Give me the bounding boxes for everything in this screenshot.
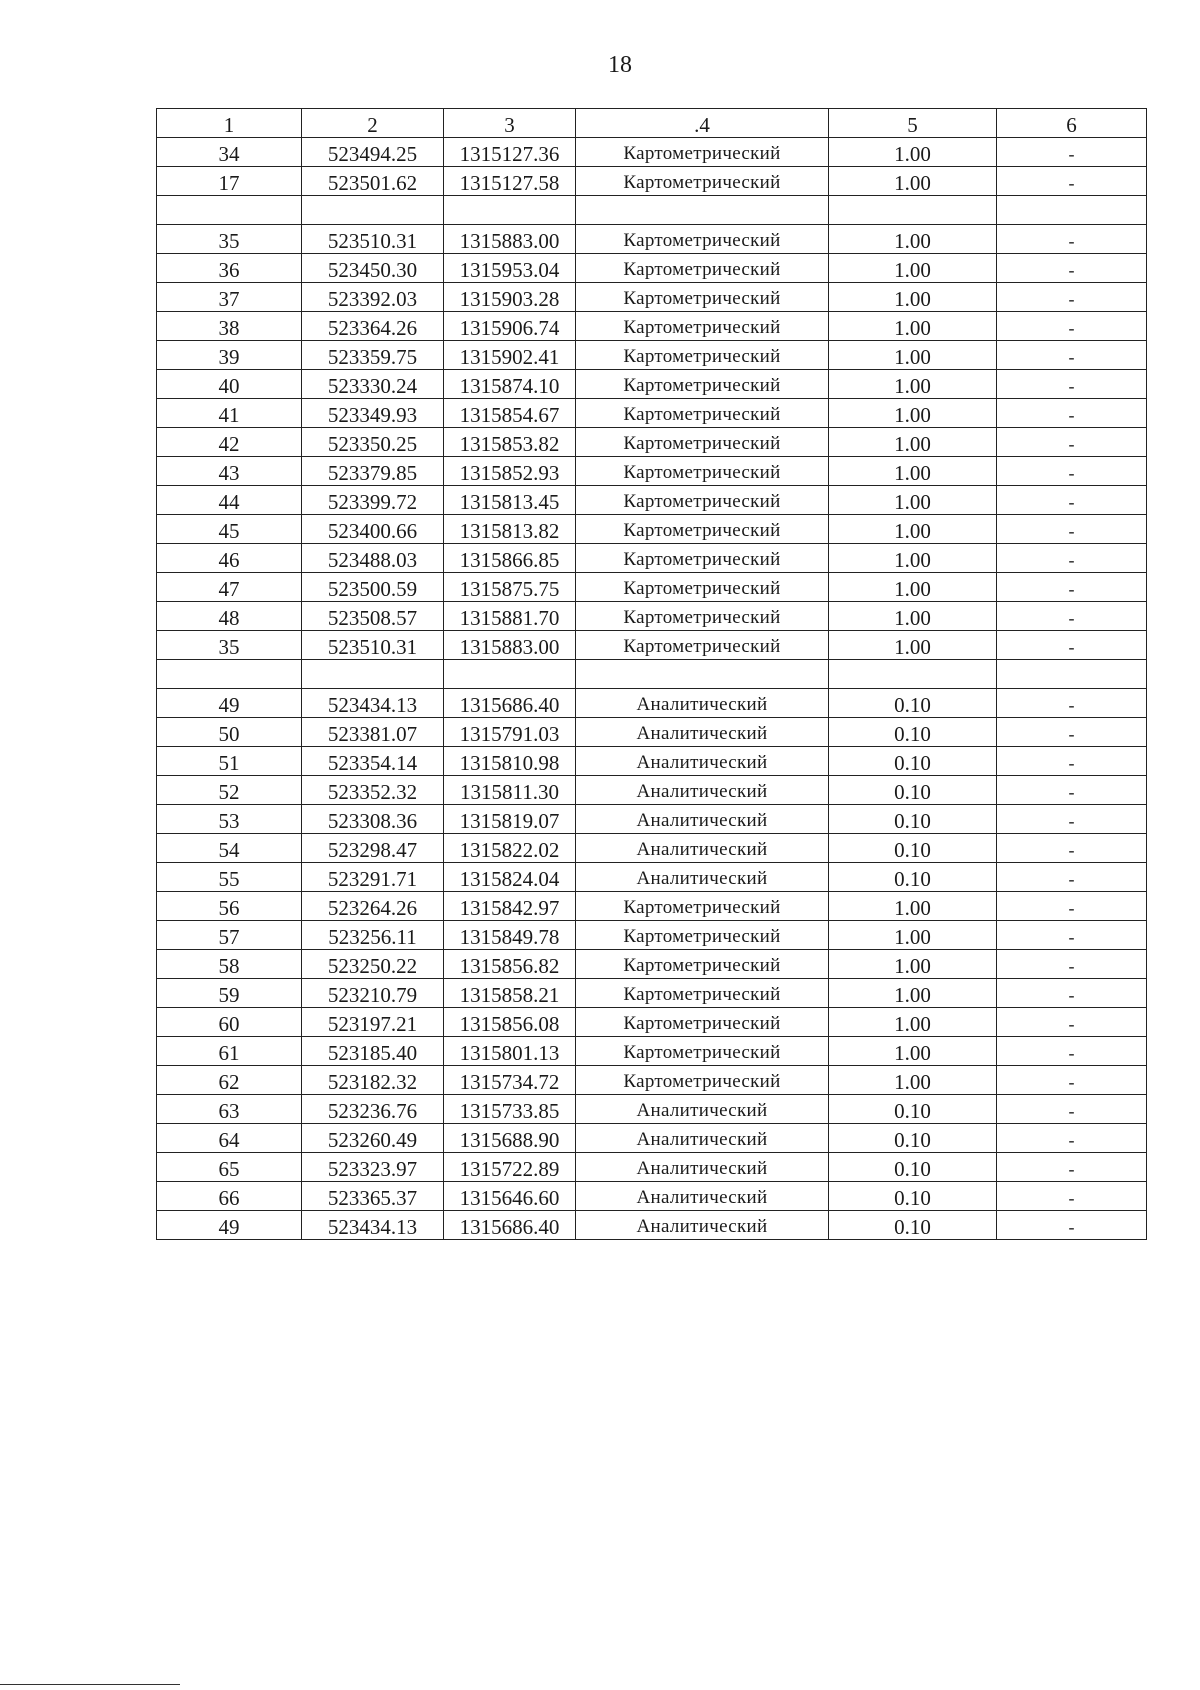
method-cell: Картометрический [576,892,829,921]
point-number-cell: 38 [157,312,302,341]
table-row [157,544,1147,573]
table-row [157,1182,1147,1211]
x-coordinate-cell: 523250.22 [302,950,444,979]
point-number-cell: 51 [157,747,302,776]
accuracy-cell: 0.10 [829,1095,997,1124]
y-coordinate-cell: 1315881.70 [444,602,576,631]
accuracy-cell: 1.00 [829,341,997,370]
point-number-cell [157,660,302,689]
note-cell: - [997,805,1147,834]
x-coordinate-cell: 523298.47 [302,834,444,863]
table-row [157,138,1147,167]
note-cell: - [997,1037,1147,1066]
note-cell: - [997,457,1147,486]
point-number-cell: 53 [157,805,302,834]
table-row [157,225,1147,254]
x-coordinate-cell: 523349.93 [302,399,444,428]
x-coordinate-cell: 523185.40 [302,1037,444,1066]
x-coordinate-cell: 523488.03 [302,544,444,573]
method-cell: Картометрический [576,341,829,370]
point-number-cell [157,196,302,225]
x-coordinate-cell: 523197.21 [302,1008,444,1037]
accuracy-cell: 0.10 [829,689,997,718]
note-cell: - [997,573,1147,602]
table-row [157,1153,1147,1182]
x-coordinate-cell: 523364.26 [302,312,444,341]
method-cell [576,196,829,225]
y-coordinate-cell: 1315822.02 [444,834,576,863]
y-coordinate-cell: 1315903.28 [444,283,576,312]
table-row [157,1008,1147,1037]
table-row [157,776,1147,805]
method-cell: Картометрический [576,167,829,196]
accuracy-cell: 0.10 [829,1124,997,1153]
point-number-cell: 49 [157,1211,302,1240]
table-row [157,1066,1147,1095]
method-cell: Картометрический [576,631,829,660]
y-coordinate-cell: 1315856.08 [444,1008,576,1037]
note-cell: - [997,834,1147,863]
table-row [157,515,1147,544]
method-cell: Картометрический [576,950,829,979]
table-row [157,254,1147,283]
column-header: 3 [444,109,576,138]
note-cell: - [997,138,1147,167]
note-cell: - [997,892,1147,921]
accuracy-cell: 1.00 [829,544,997,573]
x-coordinate-cell: 523256.11 [302,921,444,950]
accuracy-cell: 1.00 [829,254,997,283]
method-cell: Картометрический [576,921,829,950]
accuracy-cell: 0.10 [829,1182,997,1211]
table-row [157,863,1147,892]
table-row [157,167,1147,196]
method-cell: Аналитический [576,776,829,805]
x-coordinate-cell: 523350.25 [302,428,444,457]
point-number-cell: 42 [157,428,302,457]
point-number-cell: 47 [157,573,302,602]
y-coordinate-cell: 1315688.90 [444,1124,576,1153]
accuracy-cell: 1.00 [829,1066,997,1095]
coordinates-table-container [156,108,1146,1240]
table-row [157,689,1147,718]
y-coordinate-cell: 1315858.21 [444,979,576,1008]
note-cell: - [997,718,1147,747]
method-cell: Аналитический [576,1153,829,1182]
method-cell: Картометрический [576,370,829,399]
y-coordinate-cell: 1315127.36 [444,138,576,167]
y-coordinate-cell: 1315801.13 [444,1037,576,1066]
method-cell: Картометрический [576,515,829,544]
x-coordinate-cell: 523379.85 [302,457,444,486]
y-coordinate-cell: 1315854.67 [444,399,576,428]
accuracy-cell: 1.00 [829,138,997,167]
point-number-cell: 17 [157,167,302,196]
note-cell: - [997,1066,1147,1095]
note-cell: - [997,776,1147,805]
y-coordinate-cell: 1315811.30 [444,776,576,805]
page-number: 18 [608,52,632,78]
x-coordinate-cell: 523236.76 [302,1095,444,1124]
point-number-cell: 41 [157,399,302,428]
point-number-cell: 55 [157,863,302,892]
footer-rule [0,1684,180,1685]
accuracy-cell: 1.00 [829,979,997,1008]
table-body [157,138,1147,1240]
note-cell: - [997,979,1147,1008]
column-header: 2 [302,109,444,138]
y-coordinate-cell: 1315866.85 [444,544,576,573]
x-coordinate-cell [302,196,444,225]
y-coordinate-cell: 1315856.82 [444,950,576,979]
y-coordinate-cell: 1315874.10 [444,370,576,399]
table-row [157,892,1147,921]
accuracy-cell [829,660,997,689]
column-header: 6 [997,109,1147,138]
y-coordinate-cell: 1315722.89 [444,1153,576,1182]
method-cell: Картометрический [576,1008,829,1037]
note-cell: - [997,341,1147,370]
point-number-cell: 35 [157,225,302,254]
note-cell: - [997,254,1147,283]
x-coordinate-cell: 523494.25 [302,138,444,167]
y-coordinate-cell: 1315849.78 [444,921,576,950]
y-coordinate-cell: 1315842.97 [444,892,576,921]
method-cell: Картометрический [576,312,829,341]
method-cell: Картометрический [576,457,829,486]
note-cell: - [997,689,1147,718]
point-number-cell: 61 [157,1037,302,1066]
accuracy-cell: 1.00 [829,167,997,196]
method-cell: Картометрический [576,486,829,515]
x-coordinate-cell: 523308.36 [302,805,444,834]
table-row [157,428,1147,457]
note-cell: - [997,486,1147,515]
note-cell: - [997,921,1147,950]
column-header: 5 [829,109,997,138]
point-number-cell: 48 [157,602,302,631]
column-header: 1 [157,109,302,138]
table-row [157,312,1147,341]
accuracy-cell: 1.00 [829,225,997,254]
accuracy-cell: 0.10 [829,863,997,892]
x-coordinate-cell: 523365.37 [302,1182,444,1211]
y-coordinate-cell: 1315791.03 [444,718,576,747]
y-coordinate-cell: 1315686.40 [444,689,576,718]
method-cell: Аналитический [576,718,829,747]
accuracy-cell: 0.10 [829,776,997,805]
y-coordinate-cell: 1315824.04 [444,863,576,892]
x-coordinate-cell [302,660,444,689]
table-row [157,341,1147,370]
note-cell: - [997,602,1147,631]
point-number-cell: 46 [157,544,302,573]
table-row [157,602,1147,631]
x-coordinate-cell: 523392.03 [302,283,444,312]
point-number-cell: 49 [157,689,302,718]
x-coordinate-cell: 523501.62 [302,167,444,196]
point-number-cell: 56 [157,892,302,921]
table-row [157,979,1147,1008]
method-cell: Картометрический [576,979,829,1008]
point-number-cell: 65 [157,1153,302,1182]
method-cell: Картометрический [576,428,829,457]
x-coordinate-cell: 523291.71 [302,863,444,892]
point-number-cell: 64 [157,1124,302,1153]
y-coordinate-cell: 1315733.85 [444,1095,576,1124]
point-number-cell: 62 [157,1066,302,1095]
table-row [157,631,1147,660]
point-number-cell: 35 [157,631,302,660]
y-coordinate-cell: 1315646.60 [444,1182,576,1211]
x-coordinate-cell: 523182.32 [302,1066,444,1095]
table-separator-row [157,660,1147,689]
x-coordinate-cell: 523264.26 [302,892,444,921]
table-row [157,834,1147,863]
point-number-cell: 60 [157,1008,302,1037]
x-coordinate-cell: 523400.66 [302,515,444,544]
accuracy-cell: 1.00 [829,428,997,457]
note-cell: - [997,515,1147,544]
accuracy-cell: 1.00 [829,312,997,341]
accuracy-cell: 0.10 [829,747,997,776]
method-cell: Картометрический [576,1066,829,1095]
y-coordinate-cell: 1315883.00 [444,225,576,254]
y-coordinate-cell [444,660,576,689]
note-cell: - [997,747,1147,776]
x-coordinate-cell: 523260.49 [302,1124,444,1153]
note-cell: - [997,370,1147,399]
point-number-cell: 59 [157,979,302,1008]
table-row [157,283,1147,312]
table-row [157,1124,1147,1153]
x-coordinate-cell: 523381.07 [302,718,444,747]
table-row [157,370,1147,399]
note-cell: - [997,1182,1147,1211]
note-cell: - [997,312,1147,341]
x-coordinate-cell: 523330.24 [302,370,444,399]
note-cell: - [997,1008,1147,1037]
y-coordinate-cell: 1315853.82 [444,428,576,457]
accuracy-cell: 1.00 [829,515,997,544]
y-coordinate-cell: 1315852.93 [444,457,576,486]
y-coordinate-cell: 1315734.72 [444,1066,576,1095]
column-header: .4 [576,109,829,138]
accuracy-cell: 0.10 [829,718,997,747]
accuracy-cell: 1.00 [829,486,997,515]
method-cell: Картометрический [576,544,829,573]
point-number-cell: 57 [157,921,302,950]
point-number-cell: 63 [157,1095,302,1124]
x-coordinate-cell: 523434.13 [302,1211,444,1240]
note-cell: - [997,428,1147,457]
accuracy-cell: 1.00 [829,950,997,979]
method-cell: Аналитический [576,805,829,834]
method-cell: Картометрический [576,399,829,428]
x-coordinate-cell: 523399.72 [302,486,444,515]
y-coordinate-cell: 1315127.58 [444,167,576,196]
accuracy-cell: 1.00 [829,573,997,602]
table-row [157,805,1147,834]
y-coordinate-cell: 1315810.98 [444,747,576,776]
accuracy-cell: 1.00 [829,1008,997,1037]
point-number-cell: 54 [157,834,302,863]
table-row [157,1037,1147,1066]
accuracy-cell: 1.00 [829,370,997,399]
method-cell: Аналитический [576,1182,829,1211]
x-coordinate-cell: 523352.32 [302,776,444,805]
point-number-cell: 52 [157,776,302,805]
method-cell: Картометрический [576,283,829,312]
note-cell [997,196,1147,225]
method-cell: Аналитический [576,1211,829,1240]
note-cell: - [997,950,1147,979]
x-coordinate-cell: 523510.31 [302,631,444,660]
table-row [157,1095,1147,1124]
method-cell [576,660,829,689]
note-cell: - [997,225,1147,254]
point-number-cell: 58 [157,950,302,979]
point-number-cell: 45 [157,515,302,544]
note-cell: - [997,1124,1147,1153]
accuracy-cell: 1.00 [829,921,997,950]
point-number-cell: 66 [157,1182,302,1211]
accuracy-cell: 1.00 [829,283,997,312]
accuracy-cell: 1.00 [829,631,997,660]
table-row [157,486,1147,515]
method-cell: Картометрический [576,602,829,631]
point-number-cell: 40 [157,370,302,399]
note-cell [997,660,1147,689]
point-number-cell: 34 [157,138,302,167]
point-number-cell: 43 [157,457,302,486]
method-cell: Картометрический [576,225,829,254]
note-cell: - [997,167,1147,196]
method-cell: Картометрический [576,254,829,283]
coordinates-table [156,108,1147,1240]
table-row [157,1211,1147,1240]
x-coordinate-cell: 523434.13 [302,689,444,718]
y-coordinate-cell [444,196,576,225]
accuracy-cell: 1.00 [829,602,997,631]
y-coordinate-cell: 1315813.45 [444,486,576,515]
x-coordinate-cell: 523323.97 [302,1153,444,1182]
y-coordinate-cell: 1315875.75 [444,573,576,602]
accuracy-cell: 1.00 [829,399,997,428]
table-row [157,573,1147,602]
y-coordinate-cell: 1315686.40 [444,1211,576,1240]
note-cell: - [997,631,1147,660]
x-coordinate-cell: 523510.31 [302,225,444,254]
note-cell: - [997,1211,1147,1240]
table-row [157,950,1147,979]
accuracy-cell: 0.10 [829,1153,997,1182]
table-row [157,399,1147,428]
x-coordinate-cell: 523359.75 [302,341,444,370]
table-header-row [157,109,1147,138]
x-coordinate-cell: 523450.30 [302,254,444,283]
point-number-cell: 36 [157,254,302,283]
note-cell: - [997,863,1147,892]
method-cell: Аналитический [576,834,829,863]
note-cell: - [997,544,1147,573]
table-separator-row [157,196,1147,225]
y-coordinate-cell: 1315953.04 [444,254,576,283]
point-number-cell: 50 [157,718,302,747]
accuracy-cell: 1.00 [829,457,997,486]
accuracy-cell [829,196,997,225]
point-number-cell: 44 [157,486,302,515]
method-cell: Картометрический [576,573,829,602]
table-row [157,457,1147,486]
y-coordinate-cell: 1315819.07 [444,805,576,834]
accuracy-cell: 0.10 [829,805,997,834]
table-row [157,921,1147,950]
method-cell: Аналитический [576,1124,829,1153]
note-cell: - [997,283,1147,312]
y-coordinate-cell: 1315906.74 [444,312,576,341]
method-cell: Картометрический [576,1037,829,1066]
accuracy-cell: 0.10 [829,834,997,863]
table-row [157,747,1147,776]
x-coordinate-cell: 523210.79 [302,979,444,1008]
note-cell: - [997,1095,1147,1124]
x-coordinate-cell: 523508.57 [302,602,444,631]
method-cell: Аналитический [576,747,829,776]
method-cell: Аналитический [576,689,829,718]
accuracy-cell: 1.00 [829,1037,997,1066]
method-cell: Аналитический [576,1095,829,1124]
y-coordinate-cell: 1315813.82 [444,515,576,544]
y-coordinate-cell: 1315902.41 [444,341,576,370]
y-coordinate-cell: 1315883.00 [444,631,576,660]
method-cell: Аналитический [576,863,829,892]
accuracy-cell: 1.00 [829,892,997,921]
x-coordinate-cell: 523354.14 [302,747,444,776]
point-number-cell: 39 [157,341,302,370]
point-number-cell: 37 [157,283,302,312]
method-cell: Картометрический [576,138,829,167]
accuracy-cell: 0.10 [829,1211,997,1240]
note-cell: - [997,399,1147,428]
note-cell: - [997,1153,1147,1182]
table-row [157,718,1147,747]
x-coordinate-cell: 523500.59 [302,573,444,602]
